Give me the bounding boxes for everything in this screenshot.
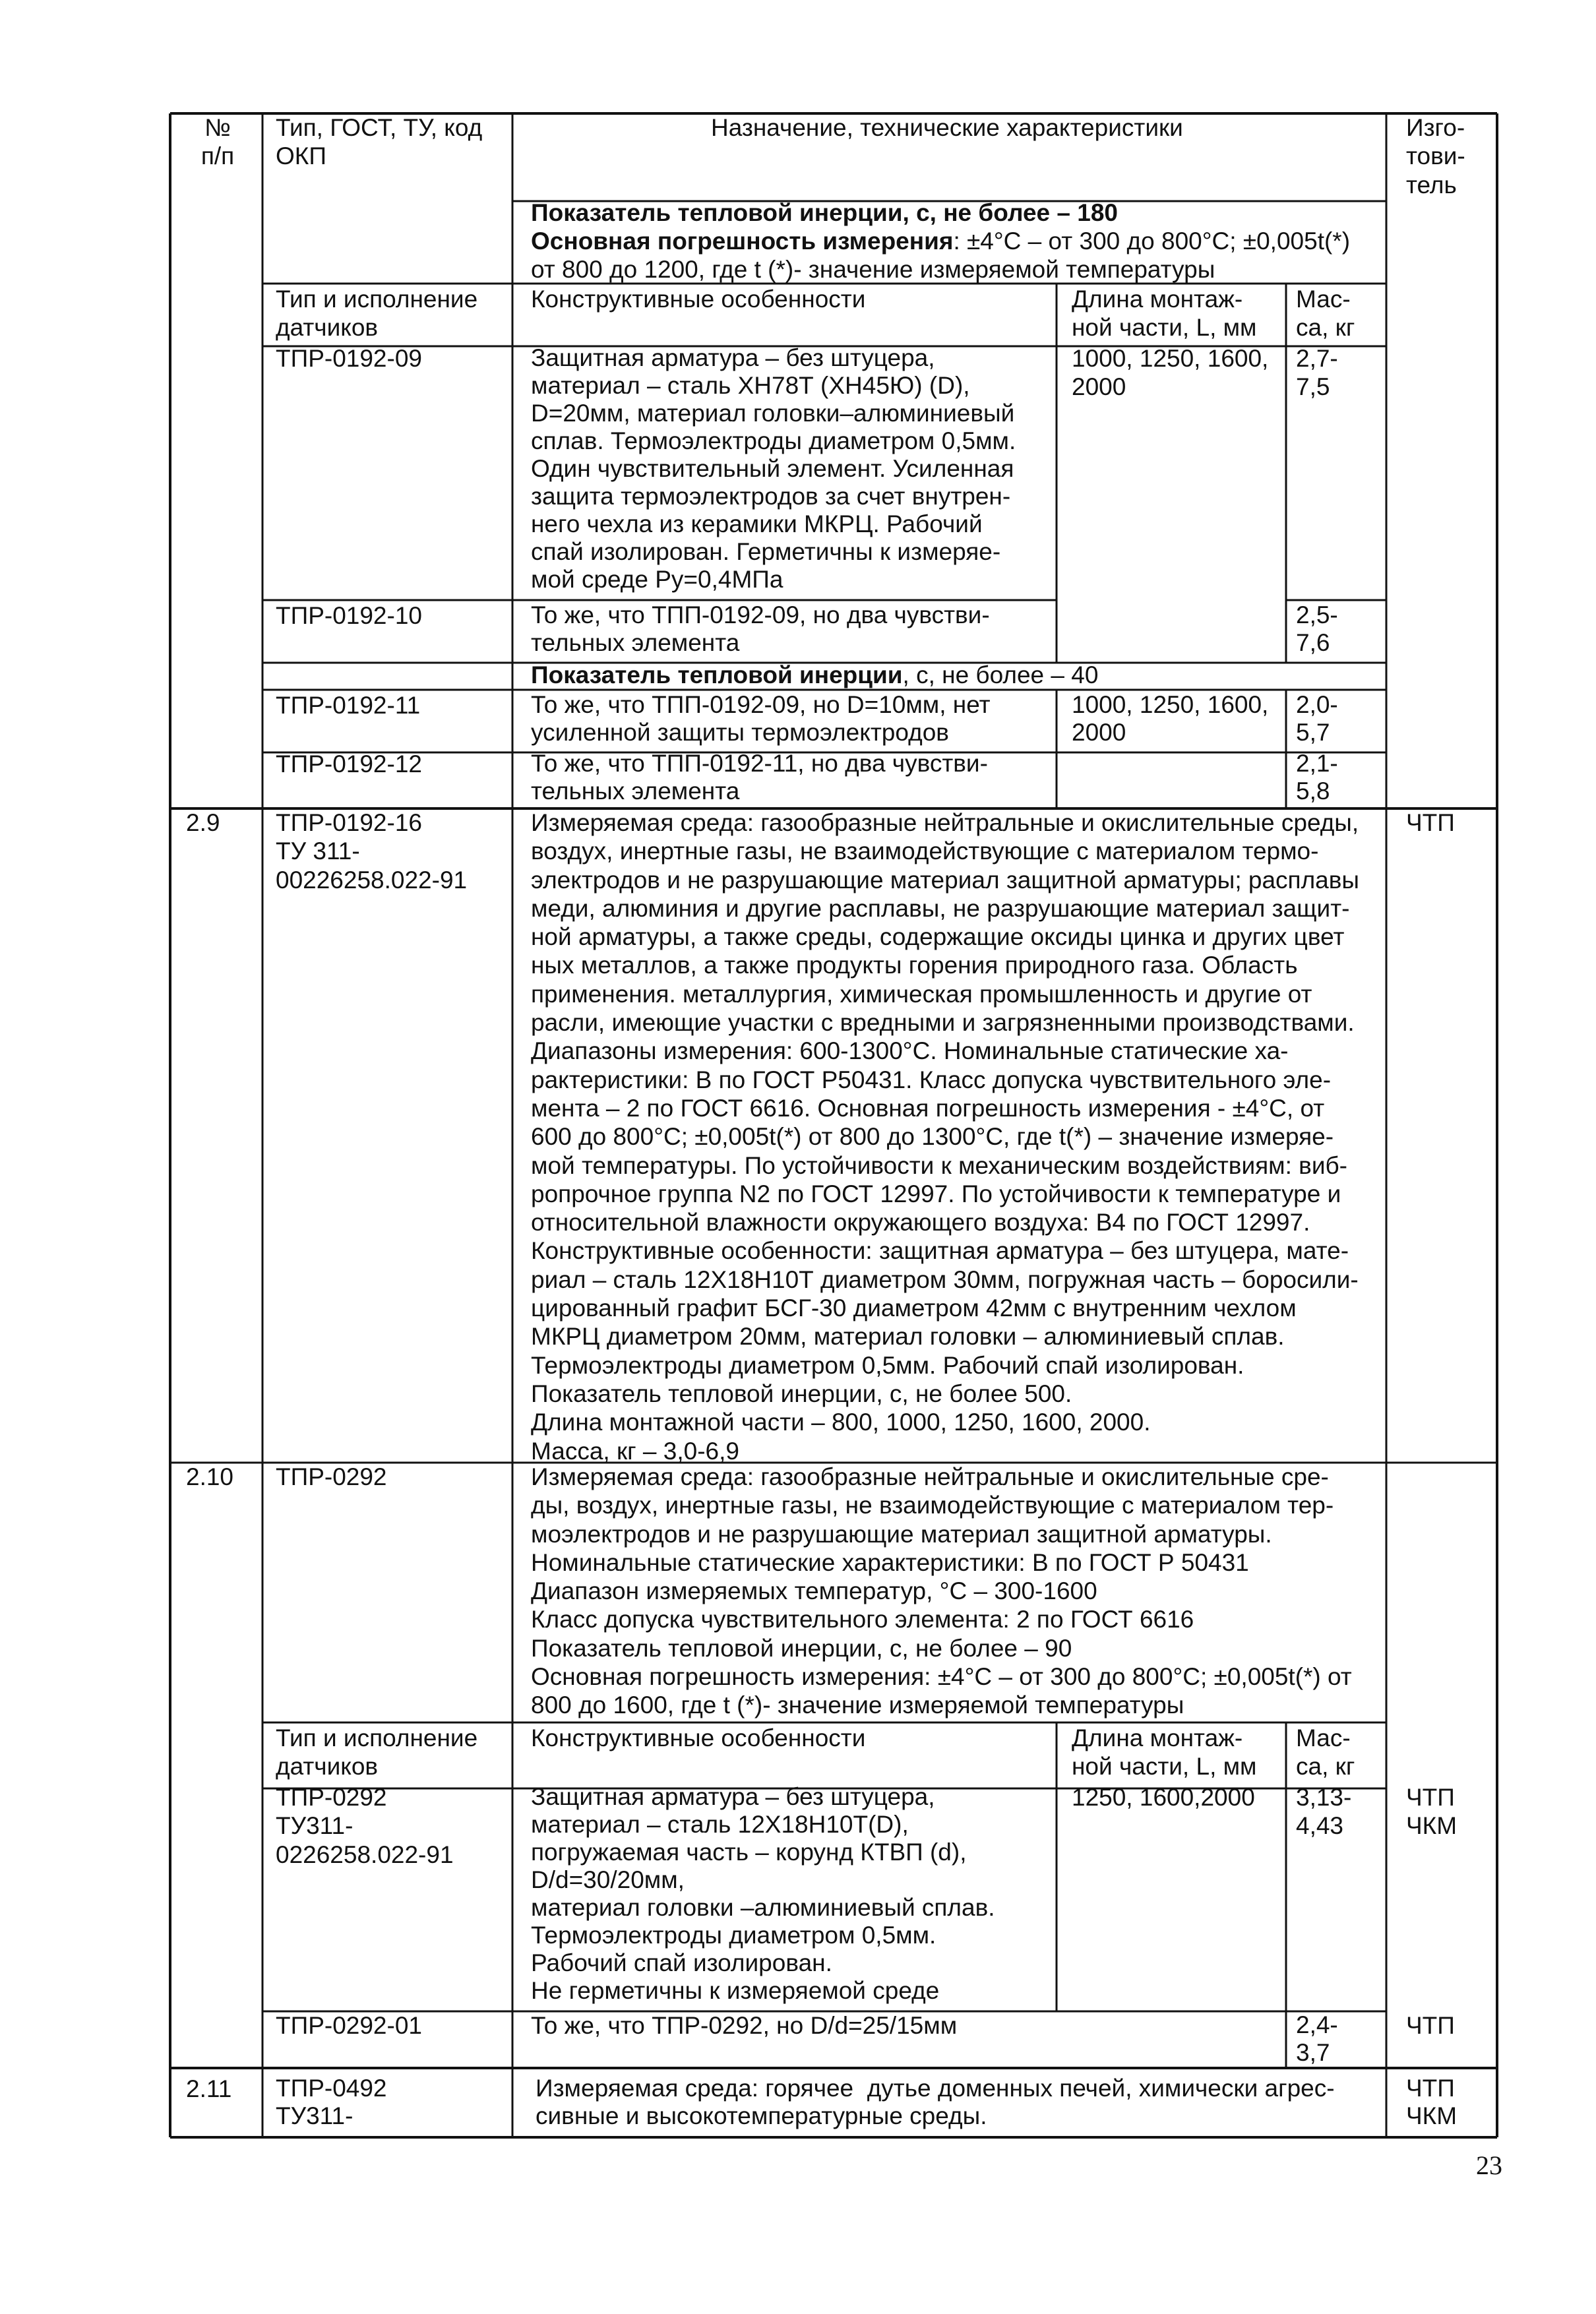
block1-length-header: Длина монтаж- ной части, L, мм bbox=[1072, 286, 1257, 342]
table-row-type-0192-11: ТПР-0192-11 bbox=[276, 692, 421, 719]
block1-type-header: Тип и исполнение датчиков bbox=[276, 286, 478, 342]
entry-2-9-num: 2.9 bbox=[186, 809, 220, 836]
table-row-mass-0192-12: 2,1- 5,8 bbox=[1296, 750, 1338, 805]
table-row-design-0192-09: Защитная арматура – без штуцера, материал – сталь ХН78Т (ХН45Ю) (D), D=20мм, материал головки–алюминиевый сплав. Термоэлектроды диаметром 0,5мм. Один чувствительный элемент. Усиленная защита термоэлектродов за счет внутрен- него чехла из керамики МКРЦ. Рабочий спай изолирован. Герметичны к измеряе- мой среде Ру=0,4МПа bbox=[531, 344, 1016, 593]
table-row-design-0192-12: То же, что ТПП-0192-11, но два чувстви- тельных элемента bbox=[531, 750, 988, 805]
table-row-maker-0292: ЧТП ЧКМ bbox=[1406, 1784, 1458, 1840]
block1-inertia-line bbox=[531, 198, 1118, 227]
entry-2-9-text: Измеряемая среда: газообразные нейтральные и окислительные среды, воздух, инертные газы, не взаимодействующие с материалом термо- электродов и не разрушающие материал защитной арматуры; расплавы меди, алюминия и другие расплавы, не разрушающие материал защит- ной арматуры, а также среды, содержащие оксиды цинка и других цвет ных металлов, а также продукты горения природного газа. Область применения. металлургия, химическая промышленность и другие от расли, имеющие участки с вредными и загрязненными производствами. Диапазоны измерения: 600-1300°С. Номинальные статические ха- рактеристики: В по ГОСТ Р50431. Класс допуска чувствительного эле- мента – 2 по ГОСТ 6616. Основная погрешность измерения - ±4°С, от 600 до 800°С; ±0,005t(*) от 800 до 1300°С, где t(*) – значение измеряе- мой температуры. По устойчивости к механическим воздействиям: виб- ропрочное группа N2 по ГОСТ 12997. По устойчивости к температуре и относительной влажности окружающего воздуха: В4 по ГОСТ 12997. Конструктивные особенности: защитная арматура – без штуцера, мате- риал – сталь 12Х18Н10Т диаметром 30мм, погружная часть – боросили- цированный графит БСГ-30 диаметром 42мм с внутренним чехлом МКРЦ диаметром 20мм, материал головки – алюминиевый сплав. Термоэлектроды диаметром 0,5мм. Рабочий спай изолирован. Показатель тепловой инерции, с, не более 500. Длина монтажной части – 800, 1000, 1250, 1600, 2000. Масса, кг – 3,0-6,9 bbox=[531, 809, 1360, 1465]
table-row-design-0192-11: То же, что ТПП-0192-09, но D=10мм, нет усиленной защиты термоэлектродов bbox=[531, 691, 991, 746]
block1-inertia2-label: Показатель тепловой инерции bbox=[531, 661, 903, 688]
table-row-maker-0292-01: ЧТП bbox=[1406, 2012, 1455, 2039]
table-row-design-0292-01: То же, что ТПР-0292, но D/d=25/15мм bbox=[531, 2012, 958, 2039]
header-num: № п/п bbox=[200, 114, 235, 170]
table-row-mass-0192-11: 2,0- 5,7 bbox=[1296, 691, 1338, 746]
header-purpose: Назначение, технические характеристики bbox=[711, 114, 1183, 141]
table-row-mass-0292-01: 2,4- 3,7 bbox=[1296, 2011, 1338, 2066]
table-row-mass-0192-10: 2,5- 7,6 bbox=[1296, 601, 1338, 656]
table-row-type-0292-01: ТПР-0292-01 bbox=[276, 2012, 422, 2039]
header-type: Тип, ГОСТ, ТУ, код ОКП bbox=[276, 114, 483, 170]
entry-2-11-maker: ЧТП ЧКМ bbox=[1406, 2075, 1458, 2129]
table-row-type-0192-09: ТПР-0192-09 bbox=[276, 345, 422, 372]
table-row-length-0292: 1250, 1600,2000 bbox=[1072, 1784, 1255, 1811]
entry-2-11-num: 2.11 bbox=[186, 2075, 232, 2102]
entry-2-9-maker: ЧТП bbox=[1406, 809, 1455, 836]
block1-mass-header: Мас- са, кг bbox=[1296, 286, 1355, 342]
table-row-length-0192-09: 1000, 1250, 1600, 2000 bbox=[1072, 345, 1269, 401]
block1-error-label: Основная погрешность измерения bbox=[531, 228, 954, 255]
table-row-mass-0192-09: 2,7- 7,5 bbox=[1296, 345, 1338, 401]
table-row-type-0292: ТПР-0292 ТУ311- 0226258.022-91 bbox=[276, 1784, 454, 1868]
entry-2-10-type-header: Тип и исполнение датчиков bbox=[276, 1724, 478, 1781]
block1-error-cont: от 800 до 1200, где t (*)- значение измеряемой температуры bbox=[531, 256, 1215, 283]
page-number: 23 bbox=[1476, 2150, 1502, 2180]
entry-2-10-design-header: Конструктивные особенности bbox=[531, 1724, 866, 1751]
entry-2-10-num: 2.10 bbox=[186, 1463, 234, 1490]
table-row-design-0292: Защитная арматура – без штуцера, материал – сталь 12Х18Н10Т(D), погружаемая часть – корунд КТВП (d), D/d=30/20мм, материал головки –алюминиевый сплав. Термоэлектроды диаметром 0,5мм. Рабочий спай изолирован. Не герметичны к измеряемой среде bbox=[531, 1783, 995, 2004]
block1-error-value: : ±4°С – от 300 до 800°С; ±0,005t(*) bbox=[953, 228, 1351, 255]
block1-inertia-label: Показатель тепловой инерции bbox=[531, 199, 903, 226]
table-row-type-0192-12: ТПР-0192-12 bbox=[276, 750, 422, 777]
entry-2-9-type: ТПР-0192-16 ТУ 311- 00226258.022-91 bbox=[276, 809, 468, 894]
block1-design-header: Конструктивные особенности bbox=[531, 286, 866, 313]
entry-2-11-text: Измеряемая среда: горячее дутье доменных печей, химически агрес- сивные и высокотемпературные среды. bbox=[536, 2075, 1335, 2129]
entry-2-10-mass-header: Мас- са, кг bbox=[1296, 1724, 1355, 1781]
table-row-length-0192-11: 1000, 1250, 1600, 2000 bbox=[1072, 691, 1269, 746]
block1-inertia-value: , с, не более – 180 bbox=[902, 199, 1118, 226]
entry-2-10-text: Измеряемая среда: газообразные нейтральные и окислительные сре- ды, воздух, инертные газы, не взаимодействующие с материалом тер- моэлектродов и не разрушающие материал защитной арматуры. Номинальные статические характеристики: В по ГОСТ Р 50431 Диапазон измеряемых температур, °С – 300-1600 Класс допуска чувствительного элемента: 2 по ГОСТ 6616 Показатель тепловой инерции, с, не более – 90 Основная погрешность измерения: ±4°С – от 300 до 800°С; ±0,005t(*) от 800 до 1600, где t (*)- значение измеряемой температуры bbox=[531, 1463, 1352, 1719]
table-row-type-0192-10: ТПР-0192-10 bbox=[276, 602, 422, 629]
entry-2-10-length-header: Длина монтаж- ной части, L, мм bbox=[1072, 1724, 1257, 1781]
entry-2-10-type: ТПР-0292 bbox=[276, 1463, 387, 1490]
table-row-design-0192-10: То же, что ТПП-0192-09, но два чувстви- тельных элемента bbox=[531, 601, 990, 656]
table-row-mass-0292: 3,13- 4,43 bbox=[1296, 1784, 1352, 1840]
block1-inertia2-line bbox=[531, 661, 1098, 689]
block1-error-line bbox=[531, 227, 1350, 255]
entry-2-11-type: ТПР-0492 ТУ311- bbox=[276, 2075, 387, 2129]
header-maker: Изго- тови- тель bbox=[1406, 114, 1465, 198]
block1-inertia2-value: , с, не более – 40 bbox=[902, 661, 1099, 688]
